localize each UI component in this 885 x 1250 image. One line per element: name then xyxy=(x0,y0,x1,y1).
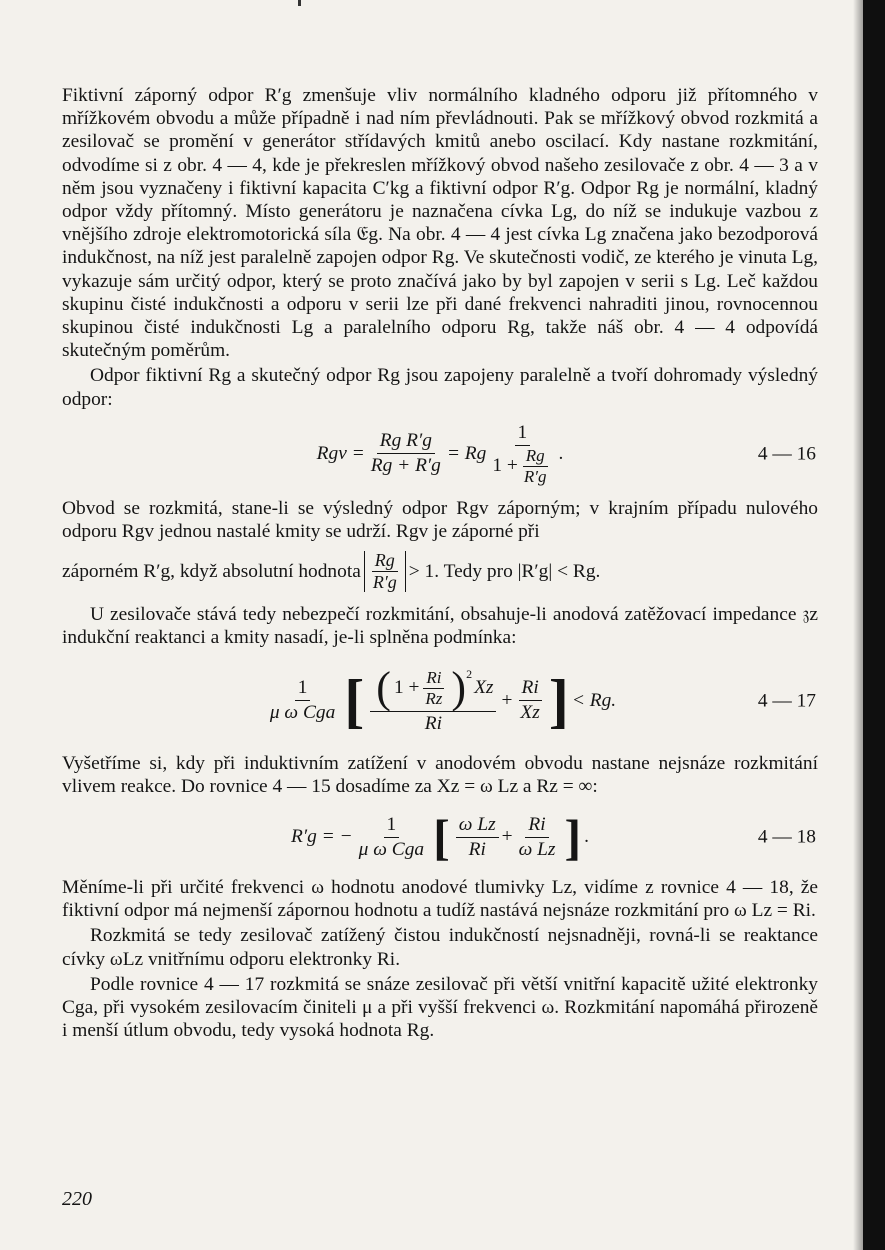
paragraph-7: Rozkmitá se tedy zesilovač zatížený čistou indukčností nejsnadněji, rovná-li se reaktance cívky ωLz vnitřnímu odporu elektronky Ri. xyxy=(62,925,818,970)
eq17-xz: Xz xyxy=(474,677,494,699)
eq18-term-2 xyxy=(516,814,559,861)
absolute-value xyxy=(364,551,406,592)
eq17-prefactor xyxy=(267,677,338,724)
eq17-inner-denominator: Rz xyxy=(425,688,443,708)
equation-4-17-body xyxy=(264,663,617,735)
eq16-mid: = Rg xyxy=(446,443,487,465)
eq18-term-1 xyxy=(456,814,499,861)
eq17-second-denominator: Xz xyxy=(520,702,540,724)
paragraph-2: Odpor fiktivní Rg a skutečný odpor Rg jsou zapojeny paralelně a tvoří dohromady výsledný odpor: xyxy=(62,365,818,410)
paragraph-1: Fiktivní záporný odpor R′g zmenšuje vliv normálního kladného odporu již přítomného v mřížkovém obvodu a může případně i nad ním převládnouti. Pak se mřížkový obvod rozkmitá a zesilovač se promění v generátor střídavých kmitů anebo oscilací. Kdy nastane rozkmitání, odvodíme si z obr. 4 — 4, kde je překreslen mřížkový obvod našeho zesilovače z obr. 4 — 3 a v něm jsou vyznačeny i fiktivní kapacita C′kg a fiktivní odpor R′g. Odpor Rg je normální, kladný odpor vždy přítomný. Místo generátoru je naznačena cívka Lg, do níž se indukuje vazbou z vnějšího zdroje elektromotorická síla 𝔈g. Na obr. 4 — 4 jest cívka Lg značena jako bezodporová indukčnost, na níž jest paralelně zapojen odpor Rg. Ve skutečnosti vodič, ze kterého je vinuta Lg, vykazuje sám určitý odpor, který se proto značívá jako by byl zapojen v serii s Lg. Leč každou skupinu čisté indukčnosti a odporu v serii lze při dané frekvenci nahraditi jinou, rovnocennou skupinou čisté indukčnosti Lg a paralelního odporu Rg, takže náš obr. 4 — 4 odpovídá skutečným poměrům. xyxy=(62,85,818,362)
equation-4-17 xyxy=(62,650,818,752)
eq16-inner-denominator: R′g xyxy=(523,466,547,486)
eq17-right-bracket: ] xyxy=(548,667,569,734)
eq16-fraction-1 xyxy=(368,430,444,477)
eq16-frac1-numerator: Rg R′g xyxy=(377,430,435,454)
paragraph-3b-post: > 1. Tedy pro |R′g| < Rg. xyxy=(408,560,601,582)
eq17-prefactor-numerator: 1 xyxy=(295,677,311,701)
eq16-frac2-numerator: 1 xyxy=(515,422,531,446)
eq18-prefactor xyxy=(356,814,427,861)
eq17-tail: < Rg. xyxy=(571,690,617,712)
eq16-tail: . xyxy=(558,443,564,465)
paragraph-5: Vyšetříme si, kdy při induktivním zatížení v anodovém obvodu nastane nejsnáze rozkmitání vlivem reakce. Do rovnice 4 — 15 dosadíme za Xz = ω Lz a Rz = ∞: xyxy=(62,752,818,797)
eq18-term2-numerator: Ri xyxy=(525,814,548,838)
eq17-prefactor-denominator: μ ω Cga xyxy=(269,702,336,724)
eq17-left-paren: ( xyxy=(376,663,391,713)
scan-mark xyxy=(298,0,301,6)
eq18-term2-denominator: ω Lz xyxy=(518,838,556,860)
eq18-tail: . xyxy=(584,826,589,848)
paragraph-3: Obvod se rozkmitá, stane-li se výsledný odpor Rgv záporným; v krajním případu nulového odporu Rgv jednou nastalé kmity se udrží. Rgv je záporné při xyxy=(62,497,818,543)
eq17-second-numerator: Ri xyxy=(519,677,542,701)
eq18-left-bracket: [ xyxy=(433,809,450,866)
eq16-lhs: Rgv = xyxy=(316,443,365,465)
eq17-main-fraction xyxy=(370,663,496,735)
eq16-frac2-denominator xyxy=(489,446,555,486)
page-text xyxy=(62,84,818,1042)
abs-numerator: Rg xyxy=(372,551,398,572)
equation-4-18 xyxy=(62,798,818,876)
abs-denominator: R′g xyxy=(372,571,397,592)
eq18-plus: + xyxy=(501,826,513,848)
eq16-inner-fraction xyxy=(521,447,550,486)
eq18-term1-numerator: ω Lz xyxy=(456,814,499,838)
equation-4-16 xyxy=(62,411,818,497)
eq18-prefactor-denominator: μ ω Cga xyxy=(358,838,425,860)
eq17-plus: + xyxy=(501,690,513,712)
paragraph-6: Měníme-li při určité frekvenci ω hodnotu anodové tlumivky Lz, vidíme z rovnice 4 — 18, že fiktivní odpor má nejmenší zápornou hodnotu a tudíž nastává nejsnáze rozkmitání pro ω Lz = Ri. xyxy=(62,877,818,922)
equation-number-4-17: 4 — 17 xyxy=(757,690,816,712)
absolute-value-fraction xyxy=(370,551,400,592)
equation-number-4-18: 4 — 18 xyxy=(757,826,816,848)
paragraph-4: U zesilovače stává tedy nebezpečí rozkmitání, obsahuje-li anodová zatěžovací impedance 𝔷z indukční reaktanci a kmity nasadí, je-li splněna podmínka: xyxy=(62,604,818,649)
eq17-main-numerator xyxy=(370,663,496,713)
eq17-right-paren: ) xyxy=(451,663,467,713)
eq17-one-plus: 1 + xyxy=(393,677,420,699)
eq18-term1-denominator: Ri xyxy=(468,838,486,860)
eq16-fraction-2 xyxy=(489,422,555,486)
eq17-inner-fraction xyxy=(422,669,445,708)
eq18-right-bracket: ] xyxy=(564,809,582,866)
book-page-edge xyxy=(863,0,885,1250)
equation-number-4-16: 4 — 16 xyxy=(757,443,816,465)
equation-4-18-body xyxy=(291,809,589,866)
page-number: 220 xyxy=(62,1188,92,1210)
eq18-prefactor-numerator: 1 xyxy=(384,814,400,838)
eq17-inner-numerator: Ri xyxy=(423,669,444,689)
eq16-inner-numerator: Rg xyxy=(523,447,548,467)
eq17-main-denominator: Ri xyxy=(424,713,442,735)
eq18-lhs: R′g = − xyxy=(291,826,353,848)
eq16-one-plus: 1 + xyxy=(492,455,518,477)
paragraph-3b-pre: záporném R′g, když absolutní hodnota xyxy=(62,560,361,582)
paragraph-8: Podle rovnice 4 — 17 rozkmitá se snáze zesilovač při větší vnitřní kapacitě užité elektronky Cga, při vysokém zesilovacím činiteli μ a při vyšší frekvenci ω. Rozkmitání napomáhá přirozeně i menší útlum obvodu, tedy vysoká hodnota Rg. xyxy=(62,973,818,1042)
eq17-left-bracket: [ xyxy=(344,667,365,734)
equation-4-16-body xyxy=(317,422,564,486)
paragraph-3-continuation xyxy=(62,543,818,599)
eq17-second-fraction xyxy=(517,677,542,724)
eq16-frac1-denominator: Rg + R′g xyxy=(370,455,441,477)
eq17-square: 2 xyxy=(466,667,473,682)
